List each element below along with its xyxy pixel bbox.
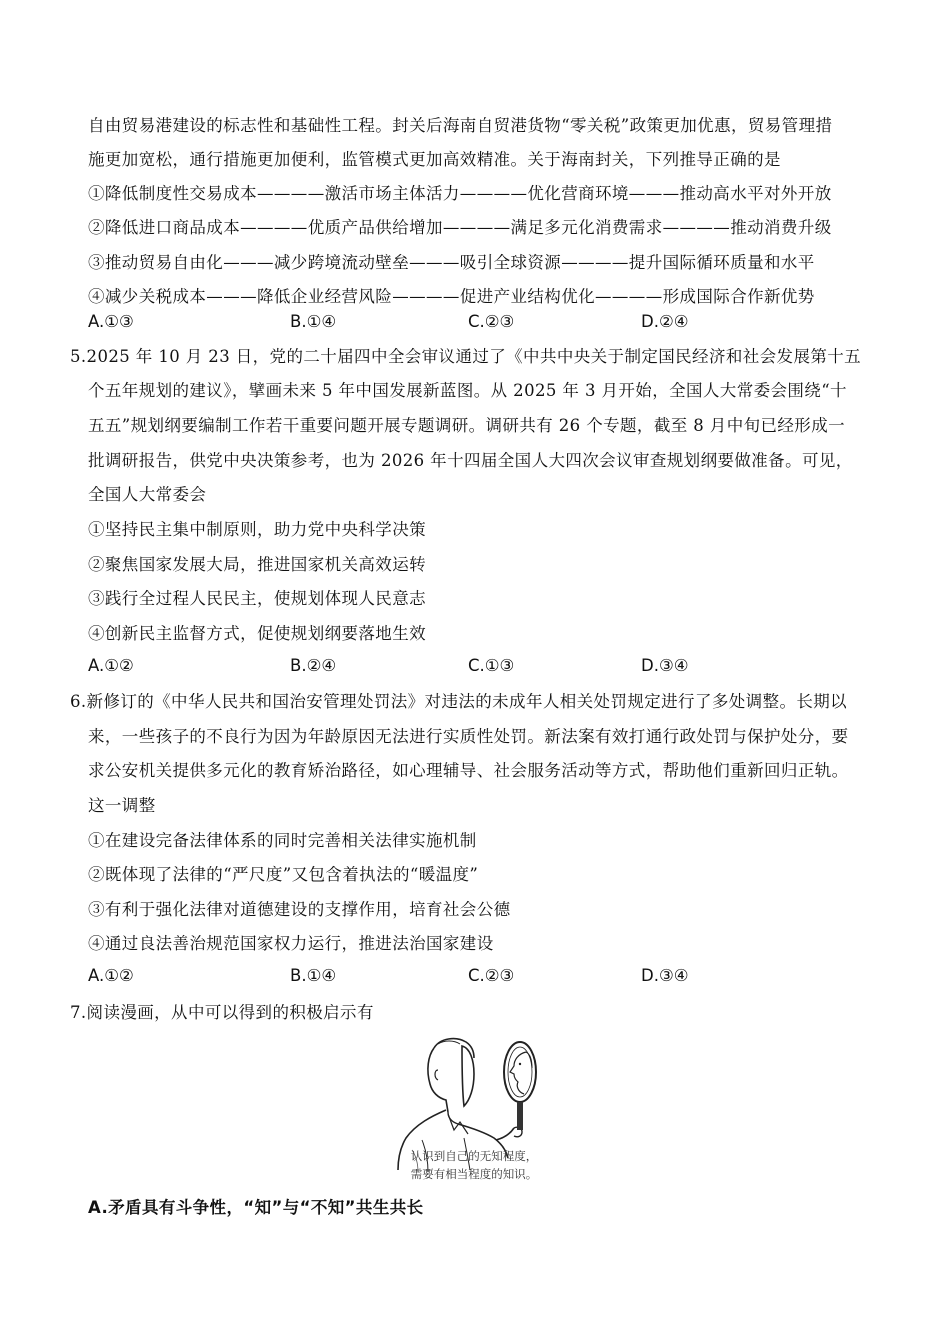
q6-item-4: ④通过良法善治规范国家权力运行，推进法治国家建设 (88, 934, 494, 953)
q6-option-c[interactable]: C.②③ (468, 966, 515, 985)
q7-option-a[interactable]: A.矛盾具有斗争性，“知”与“不知”共生共长 (88, 1198, 424, 1217)
q5-options (88, 656, 848, 678)
q5-option-b[interactable]: B.②④ (290, 656, 337, 675)
q5-item-4: ④创新民主监督方式，促使规划纲要落地生效 (88, 624, 426, 643)
q6-option-b[interactable]: B.①④ (290, 966, 337, 985)
q4-option-a[interactable]: A.①③ (88, 312, 134, 331)
q4-option-b[interactable]: B.①④ (290, 312, 337, 331)
q4-item-2: ②降低进口商品成本————优质产品供给增加————满足多元化消费需求————推动消费升级 (88, 218, 832, 237)
q5-stem-line-3: 五五”规划纲要编制工作若干重要问题开展专题调研。调研共有 26 个专题，截至 8 月中旬已经形成一 (88, 416, 846, 435)
q5-option-a[interactable]: A.①② (88, 656, 134, 675)
q4-option-d[interactable]: D.②④ (641, 312, 689, 331)
q6-item-1: ①在建设完备法律体系的同时完善相关法律实施机制 (88, 831, 477, 850)
q4-item-4: ④减少关税成本———降低企业经营风险————促进产业结构优化————形成国际合作新优势 (88, 287, 815, 306)
q6-stem-line-4: 这一调整 (88, 796, 156, 815)
q4-options (88, 312, 848, 334)
q5-item-2: ②聚焦国家发展大局，推进国家机关高效运转 (88, 555, 426, 574)
q6-item-2: ②既体现了法律的“严尺度”又包含着执法的“暖温度” (88, 865, 479, 884)
q4-stem-line-1: 自由贸易港建设的标志性和基础性工程。封关后海南自贸港货物“零关税”政策更加优惠，贸易管理措 (88, 116, 833, 135)
q6-stem-line-2: 来，一些孩子的不良行为因为年龄原因无法进行实质性处罚。新法案有效打通行政处罚与保护处分，要 (88, 727, 849, 746)
q4-option-c[interactable]: C.②③ (468, 312, 515, 331)
q6-item-3: ③有利于强化法律对道德建设的支撑作用，培育社会公德 (88, 900, 511, 919)
q5-item-3: ③践行全过程人民民主，使规划体现人民意志 (88, 589, 426, 608)
q4-item-1: ①降低制度性交易成本————激活市场主体活力————优化营商环境———推动高水平对外开放 (88, 184, 832, 203)
q5-stem-line-1: 5.2025 年 10 月 23 日，党的二十届四中全会审议通过了《中共中央关于制定国民经济和社会发展第十五 (70, 347, 862, 366)
q5-option-d[interactable]: D.③④ (641, 656, 689, 675)
q6-stem-line-1: 6.新修订的《中华人民共和国治安管理处罚法》对违法的未成年人相关处罚规定进行了多处调整。长期以 (70, 692, 848, 711)
q5-item-1: ①坚持民主集中制原则，助力党中央科学决策 (88, 520, 426, 539)
q6-options (88, 966, 848, 988)
q6-stem-line-3: 求公安机关提供多元化的教育矫治路径，如心理辅导、社会服务活动等方式，帮助他们重新回归正轨。 (88, 761, 849, 780)
cartoon-caption-line-2: 需要有相当程度的知识。 (410, 1167, 538, 1181)
q6-option-a[interactable]: A.①② (88, 966, 134, 985)
cartoon-caption-line-1: 认识到自己的无知程度， (410, 1149, 538, 1163)
q4-item-3: ③推动贸易自由化———减少跨境流动壁垒———吸引全球资源————提升国际循环质量和水平 (88, 253, 815, 272)
q6-option-d[interactable]: D.③④ (641, 966, 689, 985)
q5-stem-line-5: 全国人大常委会 (88, 485, 207, 504)
q7-stem: 7.阅读漫画，从中可以得到的积极启示有 (70, 1003, 374, 1022)
q5-option-c[interactable]: C.①③ (468, 656, 515, 675)
q4-stem-line-2: 施更加宽松，通行措施更加便利，监管模式更加高效精准。关于海南封关，下列推导正确的是 (88, 150, 781, 169)
q5-stem-line-4: 批调研报告，供党中央决策参考，也为 2026 年十四届全国人大四次会议审查规划纲要做准备。可见， (88, 451, 853, 470)
q5-stem-line-2: 个五年规划的建议》，擘画未来 5 年中国发展新蓝图。从 2025 年 3 月开始，全国人大常委会围绕“十 (88, 381, 847, 400)
